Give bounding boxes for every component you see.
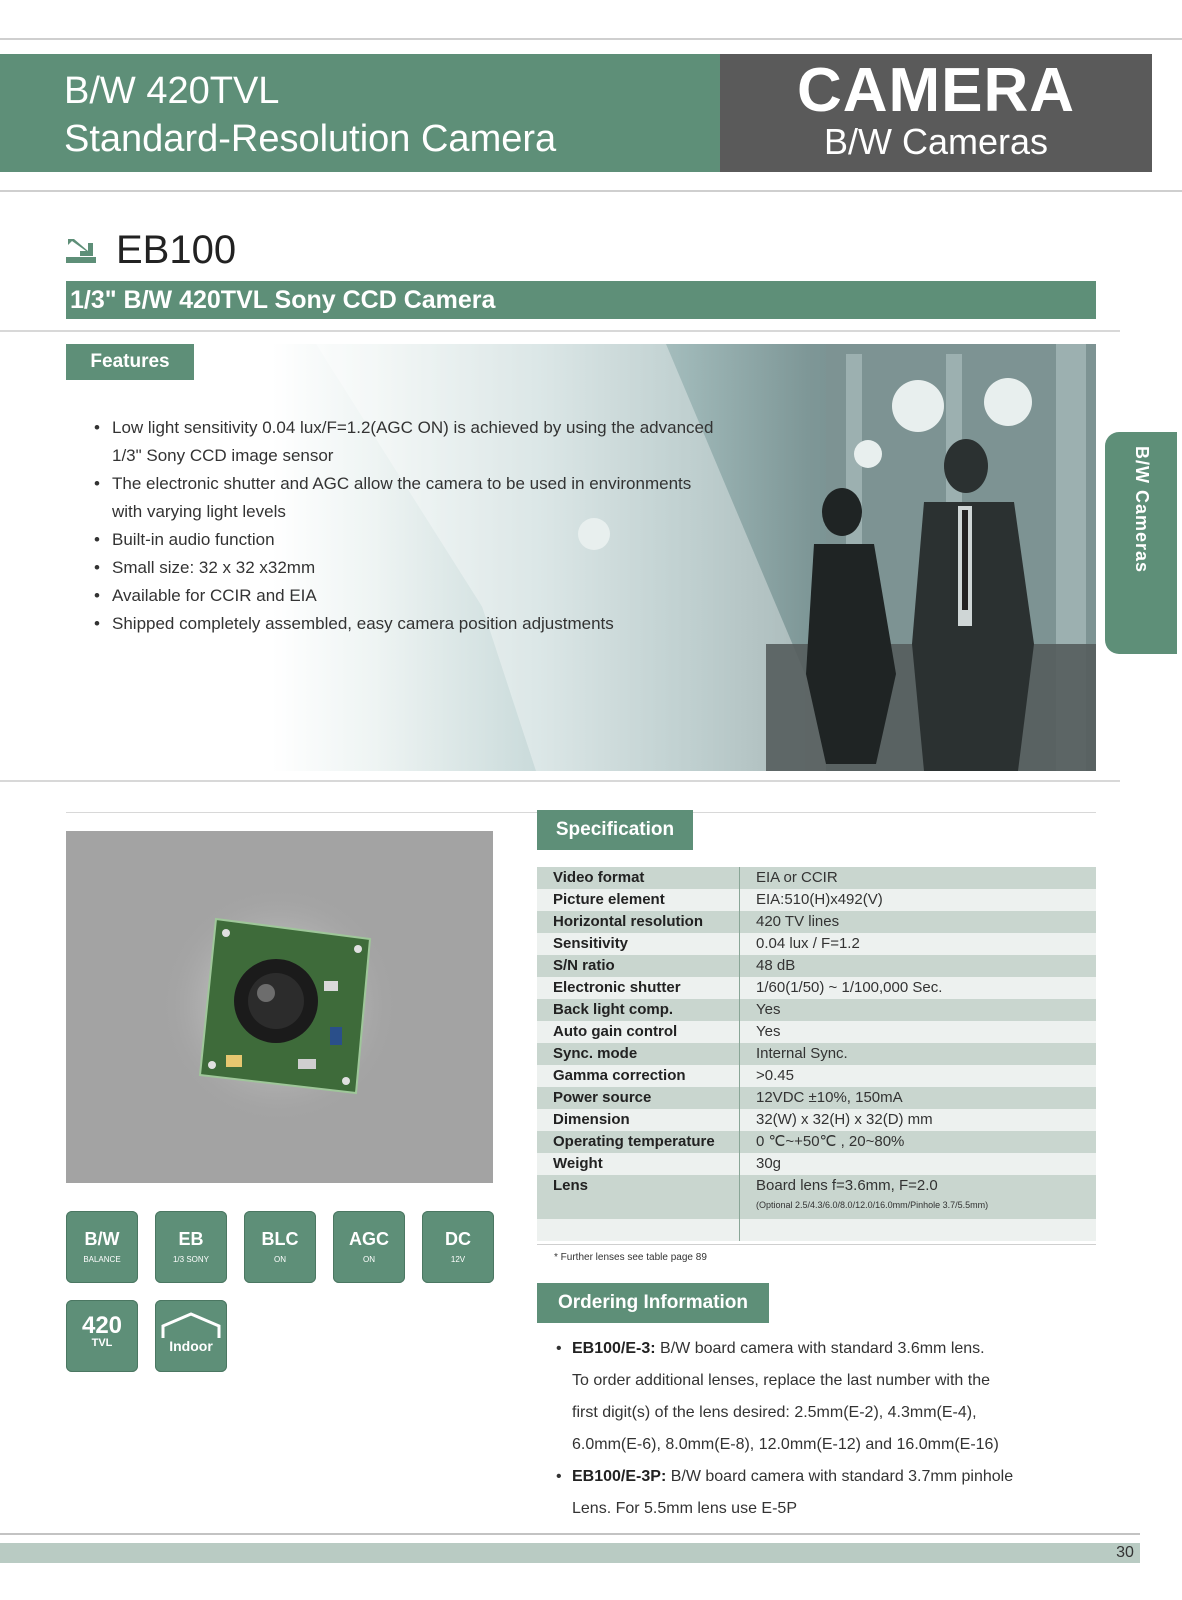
header-title-line2: Standard-Resolution Camera xyxy=(64,118,557,160)
spec-row: Picture element EIA:510(H)x492(V) xyxy=(537,889,1096,911)
feature-item: • Low light sensitivity 0.04 lux/F=1.2(AGC ON) is achieved by using the advanced 1/3" Sony CCD image sensor xyxy=(90,414,730,470)
order-item: • EB100/E-3P: B/W board camera with standard 3.7mm pinhole Lens. For 5.5mm lens use E-5P xyxy=(556,1461,1076,1525)
features-hero-image xyxy=(66,344,1096,771)
ordering-tab: Ordering Information xyxy=(537,1283,769,1323)
specification-table xyxy=(537,867,1096,1241)
badge-dc: DC 12V xyxy=(422,1211,494,1283)
lens-options-note: (Optional 2.5/4.3/6.0/8.0/12.0/16.0mm/Pinhole 3.7/5.5mm) xyxy=(756,1200,989,1210)
specification-tab: Specification xyxy=(537,810,693,850)
order-item: • EB100/E-3: B/W board camera with standard 3.6mm lens. To order additional lenses, replace the last number with the first digit(s) of the lens desired: 2.5mm(E-2), 4.3mm(E-4), 6.0mm(E-6), 8.0mm(E-8), 12.0mm(E-12) and 16.0mm(E-16) xyxy=(556,1333,1076,1461)
badge-indoor: Indoor xyxy=(155,1300,227,1372)
header-banner xyxy=(0,54,720,172)
footer-bar xyxy=(0,1543,1140,1563)
spec-row: S/N ratio 48 dB xyxy=(537,955,1096,977)
feature-item: • Available for CCIR and EIA xyxy=(90,582,730,610)
feature-item: • Built-in audio function xyxy=(90,526,730,554)
spec-row: Lens Board lens f=3.6mm, F=2.0 (Optional 2.5/4.3/6.0/8.0/12.0/16.0mm/Pinhole 3.7/5.5mm) xyxy=(537,1175,1096,1219)
spec-bottom-rule xyxy=(537,1244,1096,1245)
footer-top-rule xyxy=(0,1533,1140,1535)
ordering-list xyxy=(556,1333,1076,1525)
page-number: 30 xyxy=(1116,1544,1134,1561)
badge-eb: EB 1/3 SONY xyxy=(155,1211,227,1283)
feature-item: • Shipped completely assembled, easy camera position adjustments xyxy=(90,610,730,638)
badge-bw: B/W BALANCE xyxy=(66,1211,138,1283)
lens-footnote: * Further lenses see table page 89 xyxy=(554,1252,707,1263)
badge-blc: BLC ON xyxy=(244,1211,316,1283)
spec-row: Video format EIA or CCIR xyxy=(537,867,1096,889)
category-title: CAMERA xyxy=(796,56,1076,125)
category-banner xyxy=(720,54,1152,172)
spec-row: Weight 30g xyxy=(537,1153,1096,1175)
arrow-down-right-icon xyxy=(66,237,96,263)
spec-row: Sensitivity 0.04 lux / F=1.2 xyxy=(537,933,1096,955)
features-list xyxy=(90,414,730,638)
spec-row-spacer xyxy=(537,1219,1096,1241)
spec-row: Back light comp. Yes xyxy=(537,999,1096,1021)
spec-row: Electronic shutter 1/60(1/50) ~ 1/100,000 Sec. xyxy=(537,977,1096,999)
spec-row: Horizontal resolution 420 TV lines xyxy=(537,911,1096,933)
header-title-line1: B/W 420TVL xyxy=(64,70,280,112)
spec-row: Dimension 32(W) x 32(H) x 32(D) mm xyxy=(537,1109,1096,1131)
header-bottom-rule xyxy=(0,190,1182,192)
model-heading xyxy=(66,226,236,274)
badge-agc: AGC ON xyxy=(333,1211,405,1283)
feature-item: • Small size: 32 x 32 x32mm xyxy=(90,554,730,582)
badge-420tvl: 420 TVL xyxy=(66,1300,138,1372)
spec-row: Operating temperature 0 ℃~+50℃ , 20~80% xyxy=(537,1131,1096,1153)
top-rule xyxy=(0,38,1182,40)
spec-row: Power source 12VDC ±10%, 150mA xyxy=(537,1087,1096,1109)
product-photo-box xyxy=(66,831,493,1183)
subtitle-rule xyxy=(0,330,1120,332)
hero-bottom-rule xyxy=(0,780,1120,782)
product-subtitle-bar: 1/3" B/W 420TVL Sony CCD Camera xyxy=(66,281,1096,319)
category-subtitle: B/W Cameras xyxy=(823,121,1049,162)
spec-row: Auto gain control Yes xyxy=(537,1021,1096,1043)
model-name: EB100 xyxy=(116,228,237,272)
side-section-tab: B/W Cameras xyxy=(1105,432,1177,654)
feature-item: • The electronic shutter and AGC allow the camera to be used in environments with varying light levels xyxy=(90,470,730,526)
features-tab: Features xyxy=(66,344,194,380)
spec-row: Gamma correction >0.45 xyxy=(537,1065,1096,1087)
spec-row: Sync. mode Internal Sync. xyxy=(537,1043,1096,1065)
board-camera-image xyxy=(66,831,493,1183)
